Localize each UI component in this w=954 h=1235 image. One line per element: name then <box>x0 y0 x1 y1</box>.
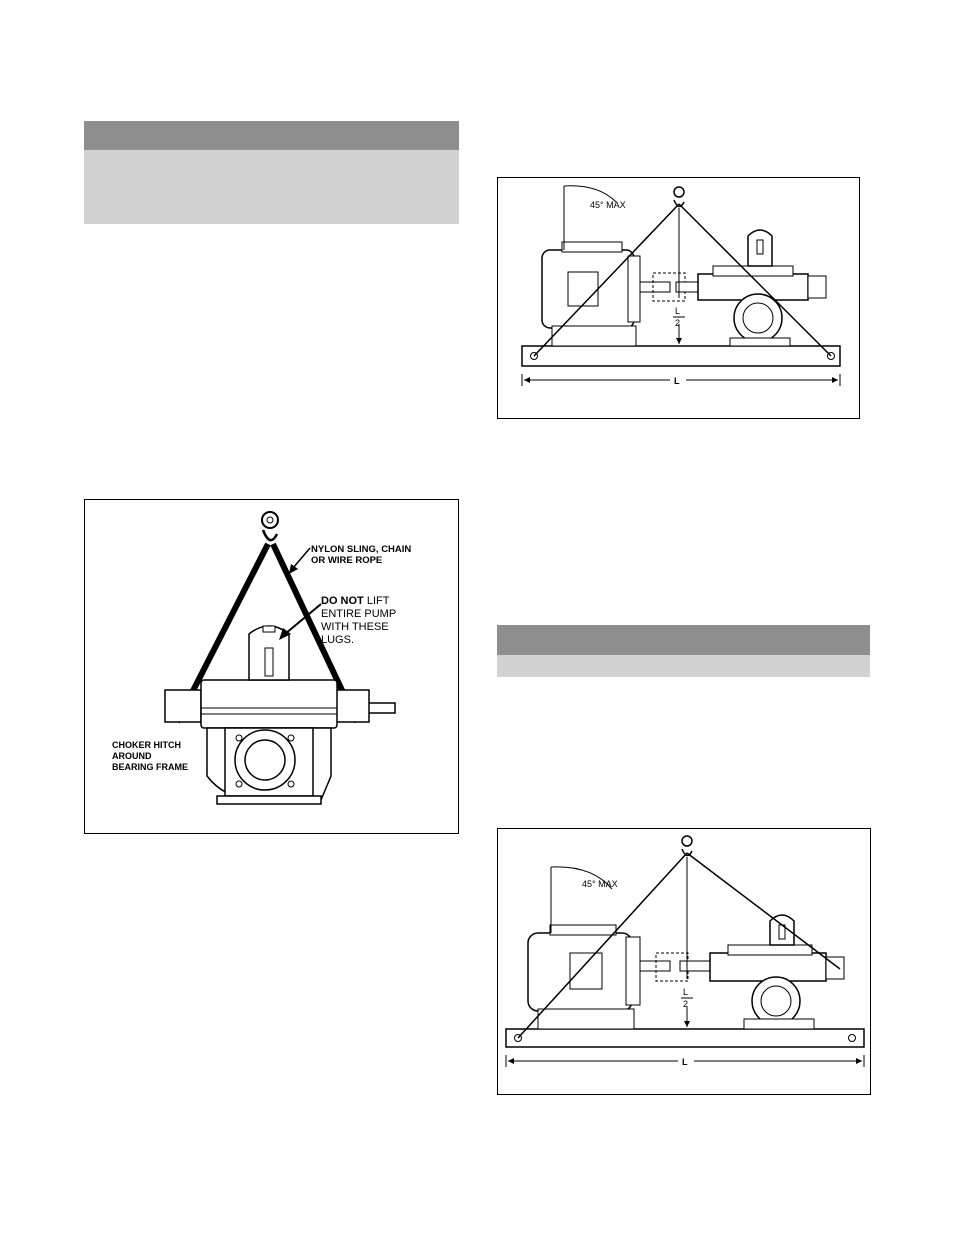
warning-line4: LUGS. <box>321 634 355 646</box>
half-length-bottom-2: 2 <box>683 999 689 1009</box>
section-header-band-right <box>497 655 870 677</box>
length-label-2: L <box>682 1057 688 1067</box>
section-header-band <box>84 150 459 224</box>
hitch-label-line1: CHOKER HITCH <box>112 740 181 750</box>
half-length-top: L <box>675 306 681 316</box>
figure-choker-hitch <box>84 499 459 834</box>
warning-line1 <box>321 595 390 607</box>
sling-label-line2: OR WIRE ROPE <box>311 555 383 566</box>
half-length-bottom: 2 <box>675 318 681 328</box>
figure-baseplate-lift-top <box>497 177 860 419</box>
baseplate-lift-drawing-2 <box>498 829 872 1096</box>
choker-hitch-drawing <box>85 500 460 835</box>
figure-baseplate-lift-bottom <box>497 828 871 1095</box>
warning-rest: LIFT <box>363 595 390 607</box>
warning-bold: DO NOT <box>321 595 364 607</box>
hitch-label-line2: AROUND <box>112 751 152 761</box>
angle-label: 45° MAX <box>590 200 626 210</box>
length-label: L <box>674 376 680 386</box>
hitch-label-line3: BEARING FRAME <box>112 762 188 772</box>
half-length-top-2: L <box>683 987 689 997</box>
warning-line3: WITH THESE <box>321 621 389 633</box>
section-header-bar-right <box>497 625 870 655</box>
angle-label-2: 45° MAX <box>582 879 618 889</box>
baseplate-lift-drawing <box>498 178 861 420</box>
sling-label-line1: NYLON SLING, CHAIN <box>311 544 412 555</box>
section-header-bar <box>84 121 459 150</box>
warning-line2: ENTIRE PUMP <box>321 608 397 620</box>
